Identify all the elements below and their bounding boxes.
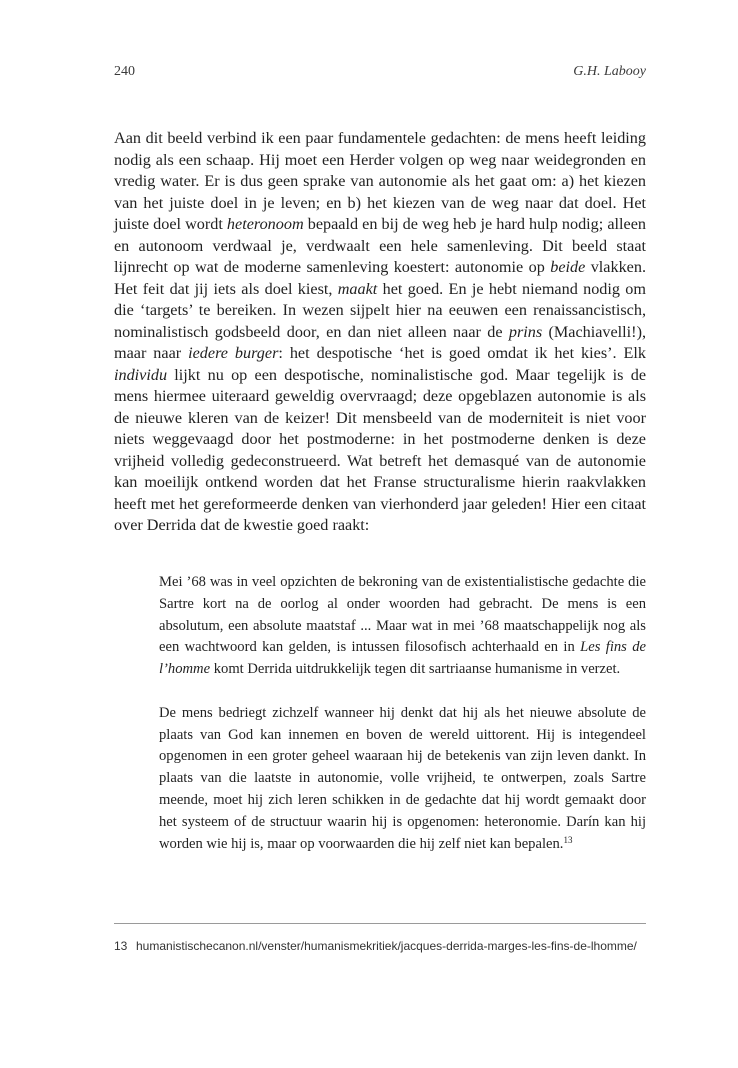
running-author: G.H. Labooy	[573, 64, 646, 79]
quote-paragraph-1	[159, 572, 646, 681]
emphasis-beide: beide	[550, 258, 586, 276]
emphasis-heteronoom: heteronoom	[226, 215, 304, 233]
emphasis-iedere-burger: iedere burger	[188, 344, 279, 362]
quote-paragraph-2	[159, 703, 646, 856]
text-run: komt Derrida uitdrukkelijk tegen dit sartriaanse humanisme in verzet.	[210, 661, 621, 678]
emphasis-maakt: maakt	[337, 279, 378, 298]
main-paragraph	[114, 128, 646, 537]
work-title: Les fins de l’homme	[159, 639, 646, 678]
footnote	[114, 936, 646, 956]
text-run: Aan dit beeld verbind ik een paar fundamentele gedachten: de mens heeft leiding nodig als een schaap. Hij moet een Herder volgen op weg naar weidegronden en vredig water. Er is dus geen sprake van autonomie als het gaat om: a) het kiezen van het juiste doel in je leven; en b) het kiezen van de weg naar dat doel. Het juiste doel wordt	[114, 129, 646, 233]
footnote-number: 13	[114, 939, 128, 953]
text-run: : het despotische ‘het is goed omdat ik het kies’. Elk	[278, 344, 646, 362]
block-quote	[159, 572, 646, 855]
text-run: bepaald en bij de weg heb je hard hulp nodig; alleen en autonoom verdwaal je, verdwaalt een hele samenleving. Dit beeld staat lijnrecht op wat de moderne samenleving koestert: autonomie op	[114, 215, 646, 276]
text-run: Mei ’68 was in veel opzichten de bekroning van de existentialistische gedachte die Sartre kort na de oorlog al onder woorden had gebracht. De mens is een absolutum, een absolute maatstaf ... Maar wat in mei ’68 maatschappelijk nog als een wachtwoord kan gelden, is intussen filosofisch achterhaald en in	[159, 574, 646, 656]
footnote-divider	[114, 923, 646, 924]
emphasis-individu: individu	[114, 365, 168, 384]
text-run: het goed. En je hebt niemand nodig om die ‘targets’ te bereiken. In wezen sijpelt hier na eeuwen een renaissancistisch, nominalistisch godsbeeld door, en dan niet alleen naar de	[114, 279, 646, 341]
page-number: 240	[114, 64, 135, 79]
footnote-marker: 13	[563, 834, 573, 845]
emphasis-prins: prins	[508, 322, 543, 341]
footnote-url: humanistischecanon.nl/venster/humanismekritiek/jacques-derrida-marges-les-fins-de-lhomme/	[136, 939, 637, 953]
text-run: lijkt nu op een despotische, nominalistische god. Maar tegelijk is de mens hiermee uiteraard geweldig overvraagd; deze opgeblazen autonomie is als de nieuwe kleren van de keizer! Dit mensbeeld van de moderniteit is niet voor niets weggevaagd door het postmoderne: in het postmoderne denken is deze vrijheid volledig gedeconstrueerd. Wat betreft het demasqué van de autonomie kan moeilijk ontkend worden dat het Franse structuralisme hierin raakvlakken heeft met het gereformeerde denken van vierhonderd jaar geleden! Hier een citaat over Derrida dat de kwestie goed raakt:	[114, 365, 646, 534]
text-run: (Machiavelli!), maar naar	[114, 322, 647, 362]
text-run: vlakken. Het feit dat jij iets als doel kiest,	[114, 258, 647, 298]
paragraph-text	[114, 128, 646, 537]
text-run: De mens bedriegt zichzelf wanneer hij denkt dat hij als het nieuwe absolute de plaats van God kan innemen en boven de wereld uittorent. Hij is integendeel opgenomen in een groter geheel waaraan hij de betekenis van zijn leven dankt. In plaats van die laatste in autonomie, volle vrijheid, te ontwerpen, zoals Sartre meende, moet hij zich leren schikken in de gedachte dat hij wordt gemaakt door het systeem of de structuur waarin hij is opgenomen: heteronomie. Darín kan hij worden wie hij is, maar op voorwaarden die hij zelf niet kan bepalen.	[159, 704, 646, 852]
